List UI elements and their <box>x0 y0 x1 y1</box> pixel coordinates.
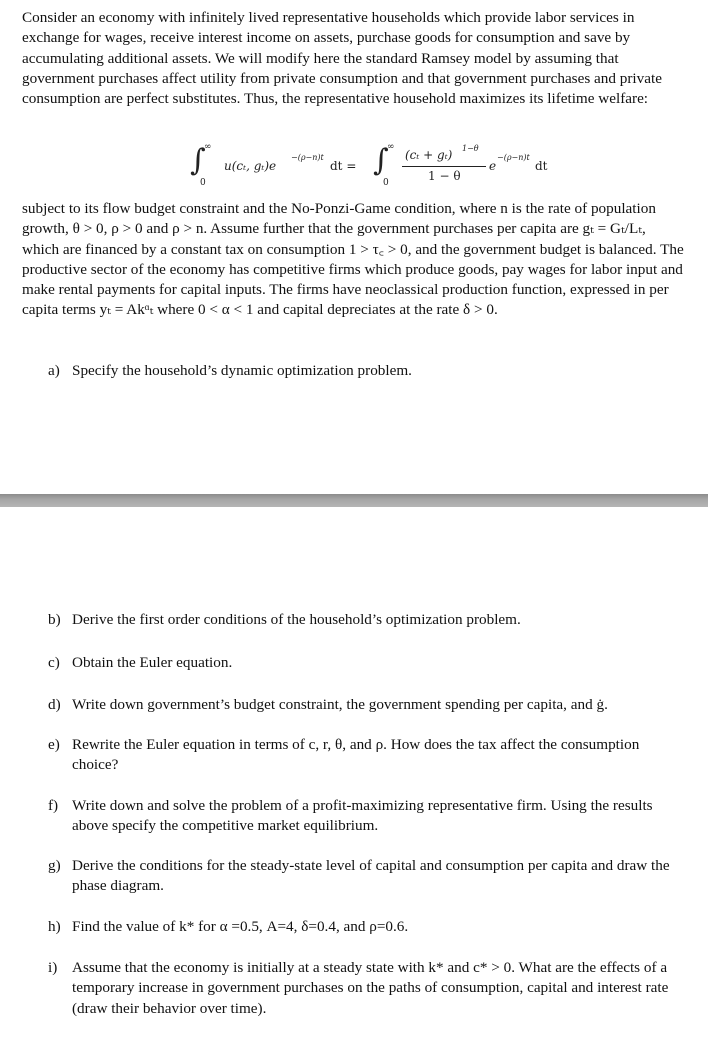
question-text: Write down and solve the problem of a profit-maximizing representative firm. Using the results above specify the competitive market equilibrium. <box>72 797 653 835</box>
question-label: f) <box>48 797 59 814</box>
question-label: i) <box>48 959 58 976</box>
right-dt: dt <box>535 159 548 173</box>
left-dt: dt = <box>330 159 357 173</box>
lower-limit-right: 0 <box>383 178 389 188</box>
upper-limit-right: ∞ <box>387 142 395 152</box>
section-divider <box>0 494 708 507</box>
question-text: Derive the first order conditions of the household’s optimization problem. <box>72 611 521 628</box>
question-c <box>48 653 688 673</box>
right-exp-base: e <box>489 159 497 173</box>
question-label: g) <box>48 857 61 874</box>
fraction-denominator: 1 − θ <box>428 169 461 183</box>
lower-limit-left: 0 <box>200 178 206 188</box>
question-label: c) <box>48 654 60 671</box>
question-text: Rewrite the Euler equation in terms of c, r, θ, and ρ. How does the tax affect the consumption choice? <box>72 736 640 774</box>
question-h <box>48 917 688 937</box>
question-text: Assume that the economy is initially at a steady state with k* and c* > 0. What are the effects of a temporary increase in government purchases on the paths of consumption, capital and interest rate (draw their behavior over time). <box>72 959 669 1017</box>
question-text: Find the value of k* for α =0.5, A=4, δ=0.4, and ρ=0.6. <box>72 918 409 935</box>
question-text: Obtain the Euler equation. <box>72 654 233 671</box>
question-label: d) <box>48 696 61 713</box>
question-i <box>48 958 688 1019</box>
question-label: b) <box>48 611 61 628</box>
question-label: a) <box>48 362 60 379</box>
right-exponent: −(ρ−n)t <box>497 153 530 162</box>
fraction-numerator: (cₜ + gₜ) <box>405 148 453 162</box>
question-e <box>48 735 688 776</box>
question-b <box>48 610 688 630</box>
integral-sign-right: ∫ <box>373 143 389 178</box>
question-label: e) <box>48 736 60 753</box>
numerator-exponent: 1−θ <box>462 144 479 153</box>
question-g <box>48 856 688 897</box>
integral-sign-left: ∫ <box>190 143 206 178</box>
question-d <box>48 695 688 715</box>
upper-limit-left: ∞ <box>204 142 212 152</box>
welfare-formula <box>190 140 590 190</box>
left-integrand: u(cₜ, gₜ)e <box>224 159 277 173</box>
constraint-paragraph: subject to its flow budget constraint and the No-Ponzi-Game condition, where n is the rate of population growth, θ > 0, ρ > 0 and ρ > n. Assume further that the government purchases per capita are gₜ = Gₜ/Lₜ, which are financed by a constant tax on consumption 1 > τ꜀ > 0, and the government budget is balanced. The productive sector of the economy has competitive firms which produce goods, pay wages for labor input and make rental payments for capital inputs. The firms have neoclassical production function, expressed in per capita terms yₜ = Akᵅₜ where 0 < α < 1 and capital depreciates at the rate δ > 0. <box>22 200 684 319</box>
question-text: Write down government’s budget constraint, the government spending per capita, and ġ. <box>72 696 608 713</box>
question-a <box>48 361 688 381</box>
question-text: Specify the household’s dynamic optimization problem. <box>72 362 412 379</box>
intro-paragraph: Consider an economy with infinitely lived representative households which provide labor services in exchange for wages, receive interest income on assets, purchase goods for consumption and save by accumulating additional assets. We will modify here the standard Ramsey model by assuming that government purchases affect utility from private consumption and that government purchases and private consumption are perfect substitutes. Thus, the representative household maximizes its lifetime welfare: <box>22 9 662 108</box>
question-text: Derive the conditions for the steady-state level of capital and consumption per capita and draw the phase diagram. <box>72 857 670 895</box>
question-label: h) <box>48 918 61 935</box>
left-exponent: −(ρ−n)t <box>291 153 324 162</box>
question-f <box>48 796 688 837</box>
fraction-bar <box>402 166 486 167</box>
